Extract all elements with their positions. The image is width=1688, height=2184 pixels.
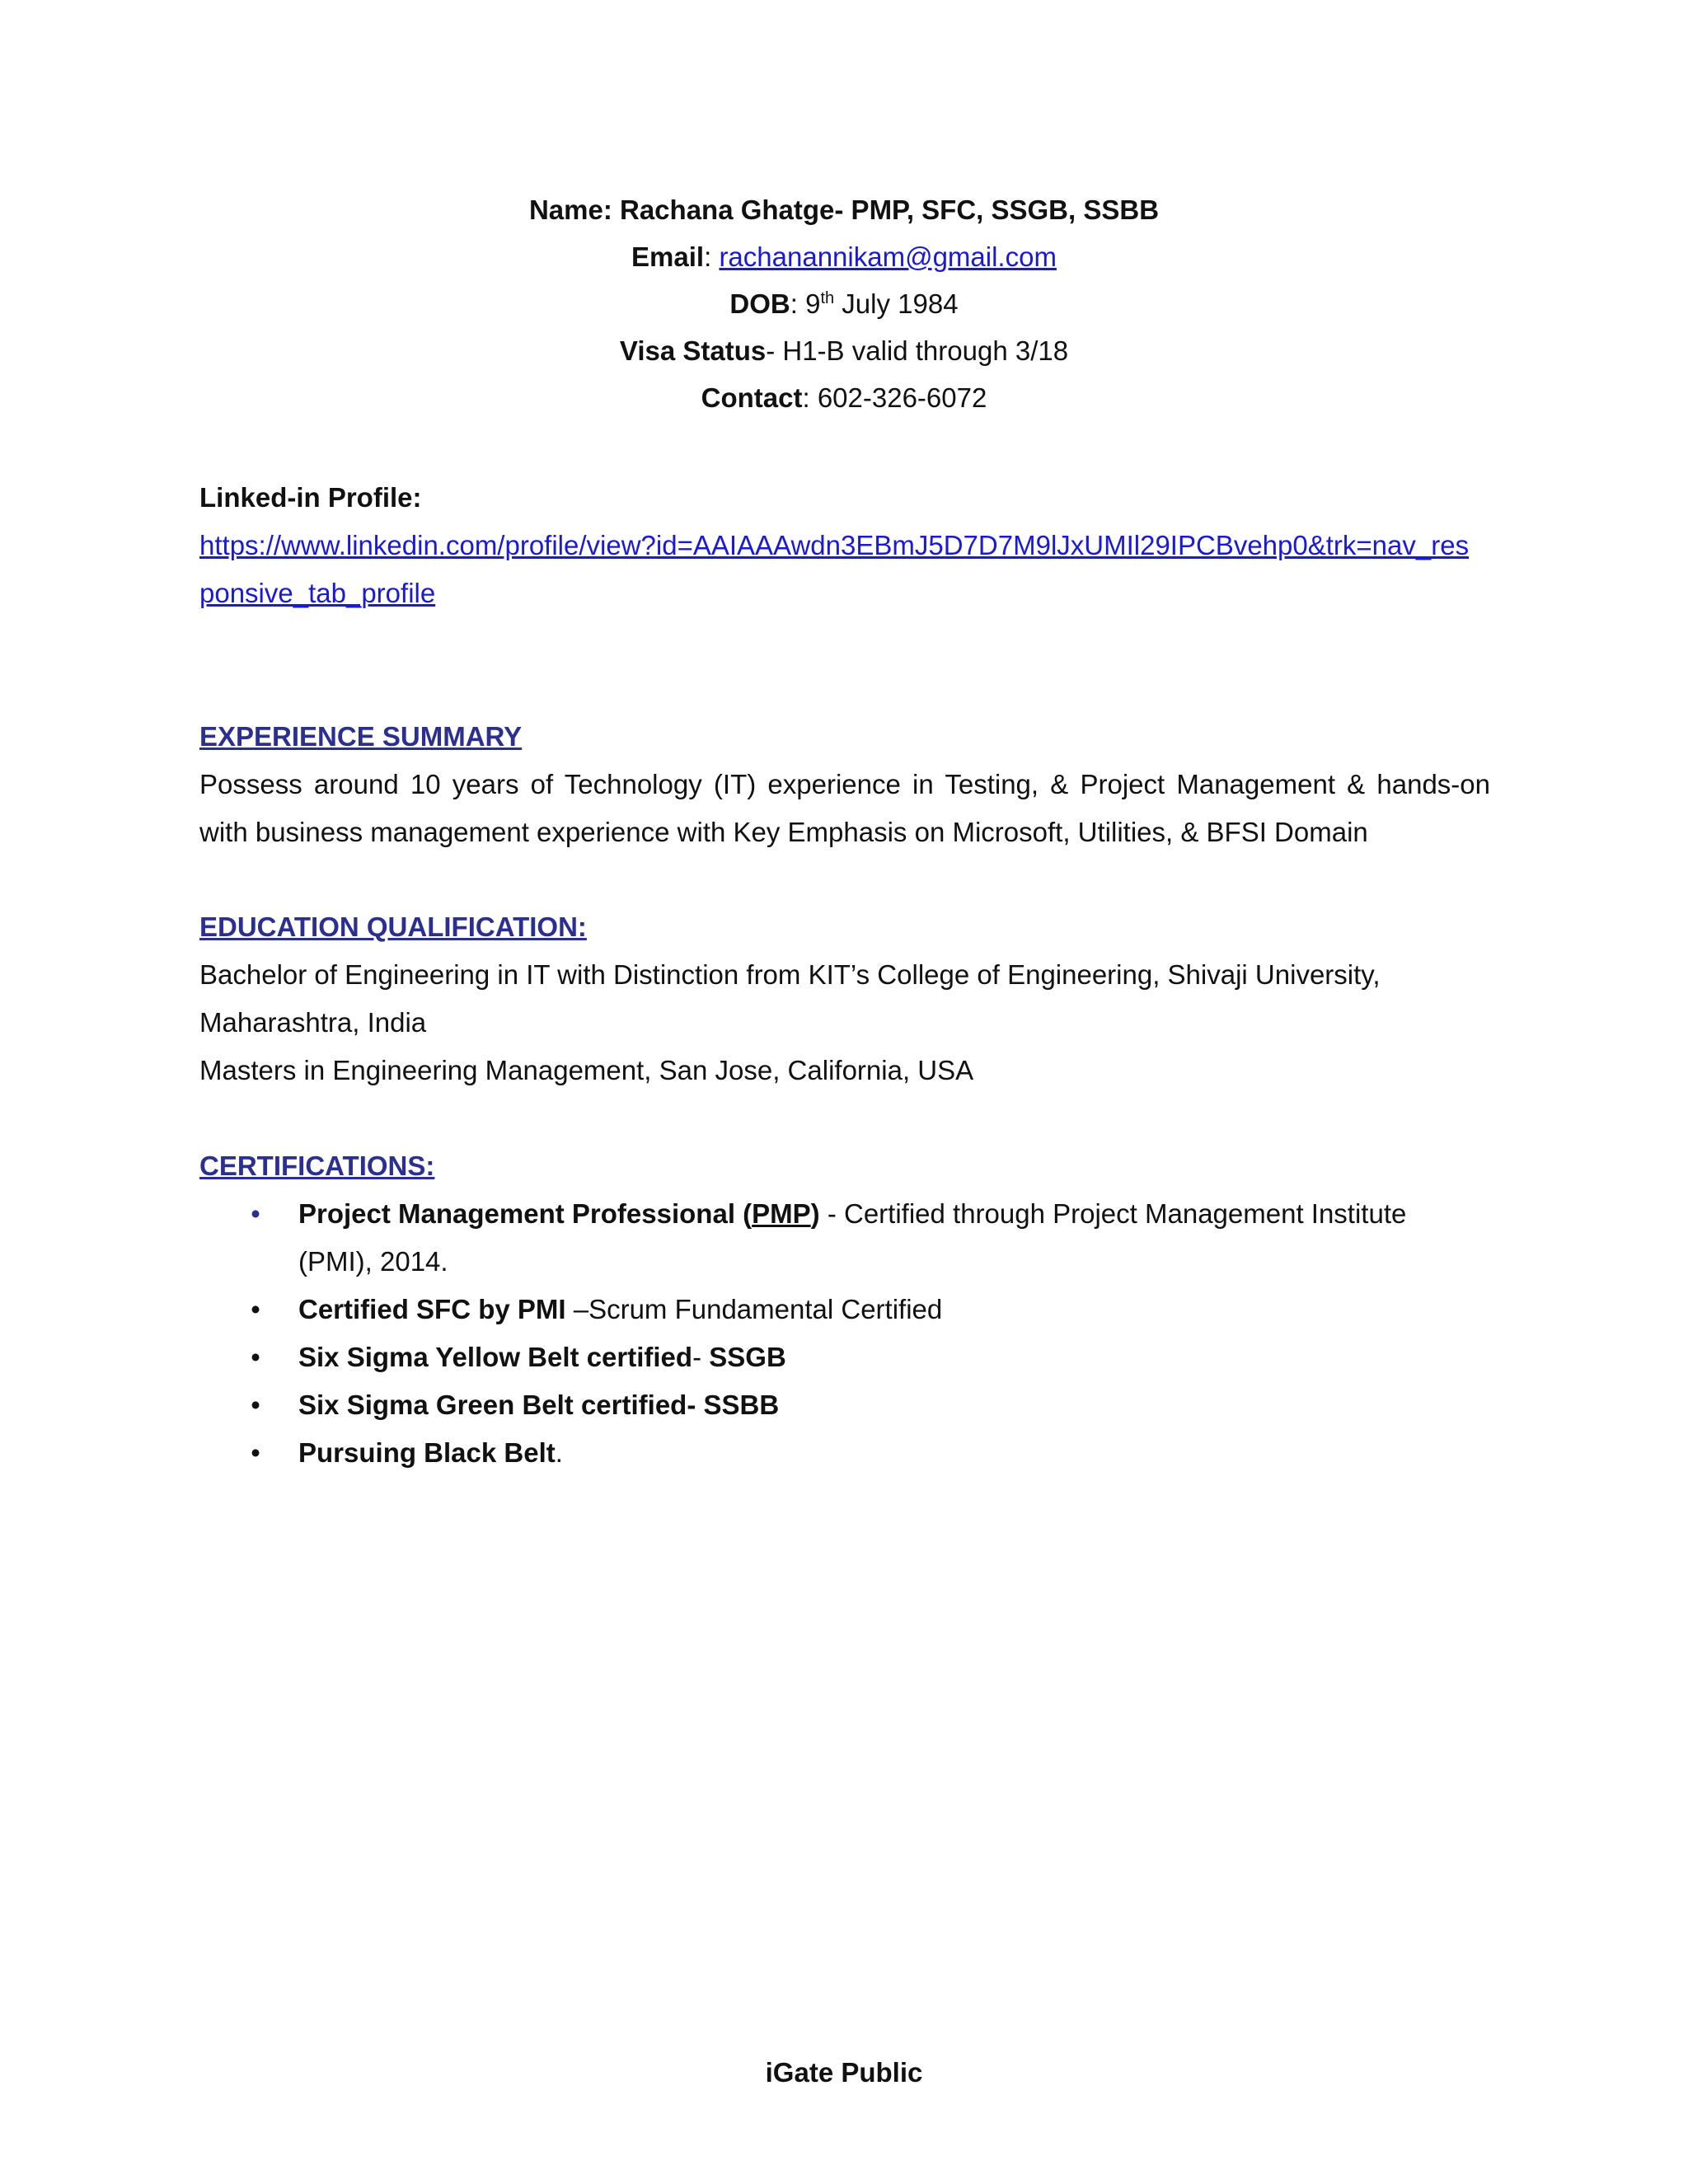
education-heading: EDUCATION QUALIFICATION: bbox=[199, 912, 587, 942]
cert-ssbb-bold: Six Sigma Green Belt certified- SSBB bbox=[298, 1390, 780, 1420]
linkedin-link-part1[interactable]: https://www.linkedin.com/profile/view?id=AAIAAAwdn3EBmJ5D7D7M9lJxUMIl29IPCBvehp0&trk=nav_res bbox=[199, 530, 1470, 560]
bullet-icon: • bbox=[251, 1437, 260, 1468]
cert-item-black-belt bbox=[298, 1436, 563, 1469]
visa-label: Visa Status bbox=[619, 335, 767, 366]
visa-line bbox=[0, 335, 1688, 368]
cert-item-ssgb bbox=[298, 1341, 786, 1374]
cert-ssgb-normal: - bbox=[692, 1342, 710, 1372]
experience-text-line2: with business management experience with Key Emphasis on Microsoft, Utilities, & BFSI Domain bbox=[199, 817, 1368, 847]
email-label: Email bbox=[631, 241, 705, 272]
cert-pmp-bold: Project Management Professional ( bbox=[298, 1198, 753, 1229]
bullet-icon: • bbox=[251, 1198, 260, 1229]
cert-item-pmp bbox=[298, 1197, 1406, 1230]
dob-suffix: th bbox=[820, 289, 835, 307]
cert-ssgb-bold2: SSGB bbox=[709, 1342, 786, 1372]
linkedin-url-line2 bbox=[199, 577, 435, 610]
dob-line bbox=[0, 288, 1688, 321]
cert-ssgb-bold: Six Sigma Yellow Belt certified bbox=[298, 1342, 693, 1372]
linkedin-label: Linked-in Profile: bbox=[199, 482, 422, 513]
dob-day: : 9 bbox=[790, 288, 821, 319]
contact-line bbox=[0, 382, 1688, 415]
dob-rest: July 1984 bbox=[834, 288, 959, 319]
education-line2: Maharashtra, India bbox=[199, 1007, 427, 1038]
cert-pmp-bold-after: ) bbox=[810, 1198, 820, 1229]
contact-label: Contact bbox=[701, 382, 803, 413]
cert-item-sfc bbox=[298, 1293, 942, 1326]
name-value: Rachana Ghatge- PMP, SFC, SSGB, SSBB bbox=[612, 194, 1160, 225]
cert-pmp-abbr: PMP bbox=[752, 1198, 811, 1229]
contact-value: : 602-326-6072 bbox=[802, 382, 987, 413]
dob-label: DOB bbox=[729, 288, 790, 319]
bullet-icon: • bbox=[251, 1294, 260, 1324]
cert-pmp-continuation: (PMI), 2014. bbox=[298, 1246, 448, 1277]
cert-sfc-normal: –Scrum Fundamental Certified bbox=[565, 1294, 943, 1324]
cert-black-belt-bold: Pursuing Black Belt bbox=[298, 1437, 556, 1468]
email-link[interactable]: rachanannikam@gmail.com bbox=[719, 241, 1057, 272]
cert-item-ssbb bbox=[298, 1389, 779, 1422]
visa-value: - H1-B valid through 3/18 bbox=[766, 335, 1069, 366]
email-separator: : bbox=[704, 241, 720, 272]
footer-classification: iGate Public bbox=[765, 2057, 923, 2088]
linkedin-url-line1 bbox=[199, 529, 1469, 562]
experience-text-line1: Possess around 10 years of Technology (IT) experience in Testing, & Project Management & hands-on bbox=[199, 769, 1490, 799]
email-line bbox=[0, 241, 1688, 274]
bullet-icon: • bbox=[251, 1390, 260, 1420]
linkedin-link-part2[interactable]: ponsive_tab_profile bbox=[199, 578, 436, 608]
cert-sfc-bold: Certified SFC by PMI bbox=[298, 1294, 566, 1324]
education-line3: Masters in Engineering Management, San Jose, California, USA bbox=[199, 1055, 974, 1085]
name-line bbox=[0, 194, 1688, 227]
bullet-icon: • bbox=[251, 1342, 260, 1372]
certifications-heading: CERTIFICATIONS: bbox=[199, 1151, 435, 1181]
education-line1: Bachelor of Engineering in IT with Distinction from KIT’s College of Engineering, Shivaji University, bbox=[199, 959, 1381, 990]
name-label: Name: bbox=[528, 194, 612, 225]
cert-black-belt-normal: . bbox=[555, 1437, 563, 1468]
experience-heading: EXPERIENCE SUMMARY bbox=[199, 721, 523, 752]
cert-pmp-normal: - Certified through Project Management Institute bbox=[819, 1198, 1407, 1229]
